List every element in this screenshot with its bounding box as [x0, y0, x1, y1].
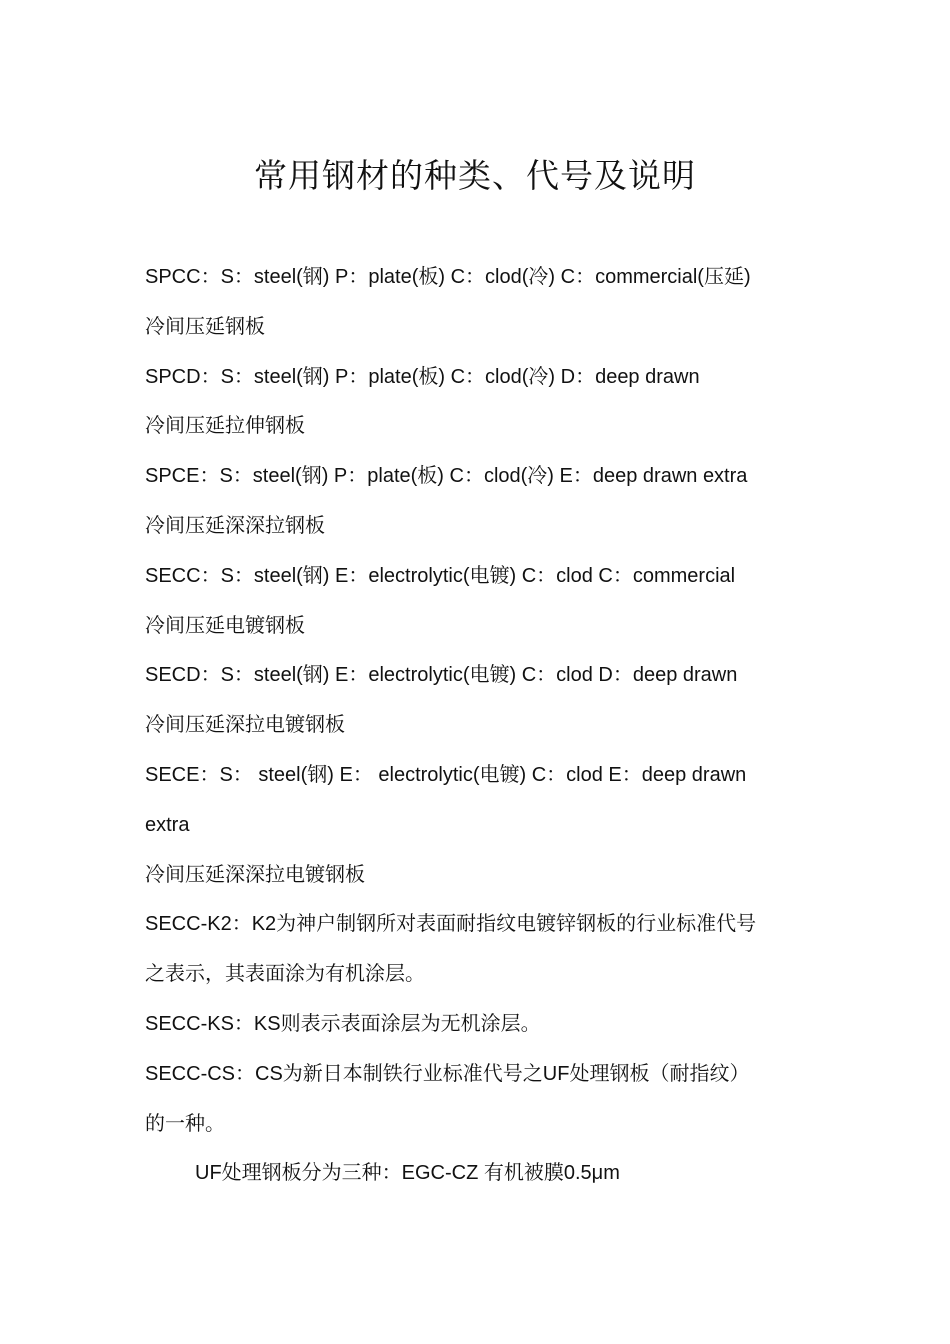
text-line: extra — [145, 813, 190, 836]
document-body — [145, 253, 810, 1199]
text-line: 之表示，其表面涂为有机涂层。 — [145, 963, 425, 986]
text-line: 冷间压延拉伸钢板 — [145, 415, 305, 438]
text-line: SECC：S：steel(钢) E：electrolytic(电镀) C：clod C：commercial — [145, 564, 736, 587]
text-line: 冷间压延深拉电镀钢板 — [145, 714, 345, 737]
text-line: 冷间压延深深拉电镀钢板 — [145, 863, 365, 886]
text-line: SPCE：S：steel(钢) P：plate(板) C：clod(冷) E：deep drawn extra — [145, 465, 748, 488]
text-line: 的一种。 — [145, 1112, 225, 1135]
text-line: SECE：S： steel(钢) E： electrolytic(电镀) C：clod E：deep drawn — [145, 763, 747, 786]
text-line: SECC-K2：K2为神户制钢所对表面耐指纹电镀锌钢板的行业标准代号 — [145, 913, 757, 936]
text-line: 冷间压延深深拉钢板 — [145, 514, 325, 537]
document-title: 常用钢材的种类、代号及说明 — [254, 156, 696, 195]
text-line: UF处理钢板分为三种：EGC-CZ 有机被膜0.5μm — [195, 1162, 620, 1185]
text-line: SECD：S：steel(钢) E：electrolytic(电镀) C：clod D：deep drawn — [145, 664, 738, 687]
text-line: SPCC：S：steel(钢) P：plate(板) C：clod(冷) C：commercial(压延) — [145, 266, 751, 288]
text-line: 冷间压延钢板 — [145, 315, 265, 338]
text-line: SPCD：S：steel(钢) P：plate(板) C：clod(冷) D：deep drawn — [145, 365, 700, 388]
text-line: SECC-KS：KS则表示表面涂层为无机涂层。 — [145, 1012, 541, 1035]
text-line: 冷间压延电镀钢板 — [145, 614, 305, 637]
text-line: SECC-CS：CS为新日本制铁行业标准代号之UF处理钢板（耐指纹） — [145, 1062, 750, 1085]
